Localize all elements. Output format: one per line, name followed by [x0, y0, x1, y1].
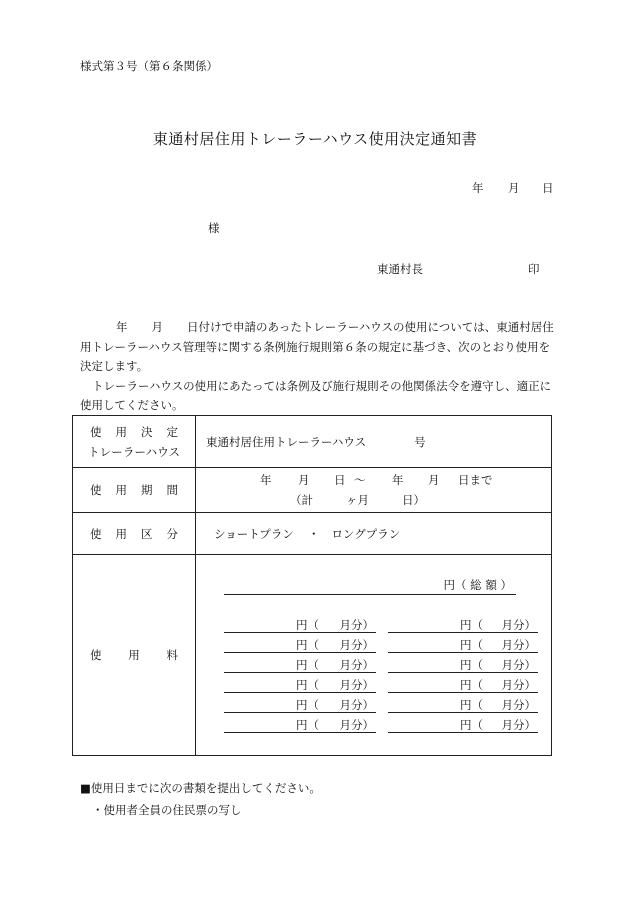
- period-end-until: 日まで: [458, 473, 493, 487]
- fee-yen: 円（: [296, 638, 319, 652]
- period-start-month: 月: [298, 473, 310, 487]
- decision-table: [72, 415, 552, 756]
- trailer-house-value-cell: [196, 416, 552, 468]
- date-day-label: 日: [542, 181, 554, 195]
- plan-separator: ・: [307, 526, 320, 541]
- fee-yen: 円（: [460, 658, 483, 672]
- fee-line-left-2: [224, 637, 376, 653]
- fee-month: 月分）: [339, 678, 374, 692]
- fee-line-right-5: [388, 697, 538, 713]
- period-total-months: ヶ月: [346, 493, 369, 507]
- short-plan-option: ショートプラン: [214, 526, 294, 541]
- usage-fee-label-cell: [73, 555, 196, 756]
- fee-yen: 円（: [296, 698, 319, 712]
- fee-month: 月分）: [339, 718, 374, 732]
- table-row-trailer-house: [73, 416, 552, 468]
- fee-yen: 円（: [460, 618, 483, 632]
- fee-month: 月分）: [501, 678, 536, 692]
- trailer-house-label-line1: 使用決定: [90, 424, 178, 439]
- body-month: 月: [151, 320, 163, 334]
- notes-item-resident-record: ・使用者全員の住民票の写し: [92, 803, 242, 817]
- table-row-usage-fee: [73, 555, 552, 756]
- period-end-year: 年: [392, 473, 404, 487]
- form-number: 様式第３号（第６条関係）: [80, 59, 218, 73]
- usage-fee-value-cell: [196, 555, 552, 756]
- trailer-house-label-line2: トレーラーハウス: [88, 444, 180, 459]
- fee-yen: 円（: [296, 718, 319, 732]
- body-year: 年: [116, 320, 128, 334]
- fee-month: 月分）: [501, 638, 536, 652]
- fee-line-left-4: [224, 677, 376, 693]
- period-start-day: 日: [334, 473, 346, 487]
- fee-line-left-1: [224, 617, 376, 633]
- period-end-month: 月: [428, 473, 440, 487]
- trailer-house-name: 東通村居住用トレーラーハウス: [206, 434, 367, 449]
- body-paragraph-1-text: 日付けで申請のあったトレーラーハウスの使用については、東通村居住用トレーラーハウス管理等に関する条例施行規則第６条の規定に基づき、次のとおり使用を決定します。: [80, 320, 554, 373]
- fee-month: 月分）: [501, 698, 536, 712]
- fee-month: 月分）: [339, 618, 374, 632]
- fee-line-right-1: [388, 617, 538, 633]
- fee-line-right-6: [388, 717, 538, 733]
- fee-yen: 円（: [460, 718, 483, 732]
- table-row-usage-category: [73, 513, 552, 555]
- issuer-name: 東通村長: [377, 262, 423, 276]
- date-year-label: 年: [472, 181, 484, 195]
- notice-paragraph-1: [80, 318, 556, 377]
- usage-fee-label: 使用料: [90, 648, 178, 662]
- notes-heading: ■使用日までに次の書類を提出してください。: [80, 781, 321, 795]
- trailer-house-number-suffix: 号: [414, 434, 426, 449]
- fee-month: 月分）: [339, 698, 374, 712]
- fee-yen: 円（: [296, 618, 319, 632]
- notice-paragraph-2: [80, 377, 556, 416]
- usage-category-label: 使用区分: [90, 526, 178, 541]
- fee-month: 月分）: [339, 658, 374, 672]
- fee-line-left-6: [224, 717, 376, 733]
- usage-period-label-cell: [73, 468, 196, 513]
- usage-category-value-cell: [196, 513, 552, 555]
- fee-month: 月分）: [501, 658, 536, 672]
- fee-yen: 円（: [460, 698, 483, 712]
- fee-month: 月分）: [501, 618, 536, 632]
- seal-mark: 印: [528, 262, 540, 276]
- long-plan-option: ロングプラン: [331, 526, 401, 541]
- period-tilde: ～: [354, 473, 366, 487]
- fee-yen: 円（: [296, 658, 319, 672]
- fee-line-right-3: [388, 657, 538, 673]
- fee-total-line: [224, 577, 516, 595]
- fee-month: 月分）: [339, 638, 374, 652]
- table-row-usage-period: [73, 468, 552, 513]
- fee-line-left-3: [224, 657, 376, 673]
- fee-month: 月分）: [501, 718, 536, 732]
- document-title: 東通村居住用トレーラーハウス使用決定通知書: [152, 130, 478, 148]
- fee-line-right-4: [388, 677, 538, 693]
- trailer-house-label-cell: [73, 416, 196, 468]
- fee-area: [196, 555, 551, 755]
- fee-yen: 円（: [460, 678, 483, 692]
- fee-total-label: 円（ 総 額 ）: [443, 578, 512, 592]
- fee-yen: 円（: [460, 638, 483, 652]
- usage-period-label: 使用期間: [90, 483, 178, 497]
- fee-line-right-2: [388, 637, 538, 653]
- period-total-open: （計: [290, 493, 313, 507]
- fee-yen: 円（: [296, 678, 319, 692]
- notice-body: [80, 318, 556, 416]
- usage-category-label-cell: [73, 513, 196, 555]
- period-total-days: 日）: [402, 493, 425, 507]
- date-month-label: 月: [508, 181, 520, 195]
- body-paragraph-2-text: トレーラーハウスの使用にあたっては条例及び施行規則その他関係法令を遵守し、適正に使用してください。: [80, 378, 552, 412]
- addressee-suffix: 様: [208, 221, 220, 235]
- fee-line-left-5: [224, 697, 376, 713]
- period-start-year: 年: [260, 473, 272, 487]
- usage-period-value-cell: [196, 468, 552, 513]
